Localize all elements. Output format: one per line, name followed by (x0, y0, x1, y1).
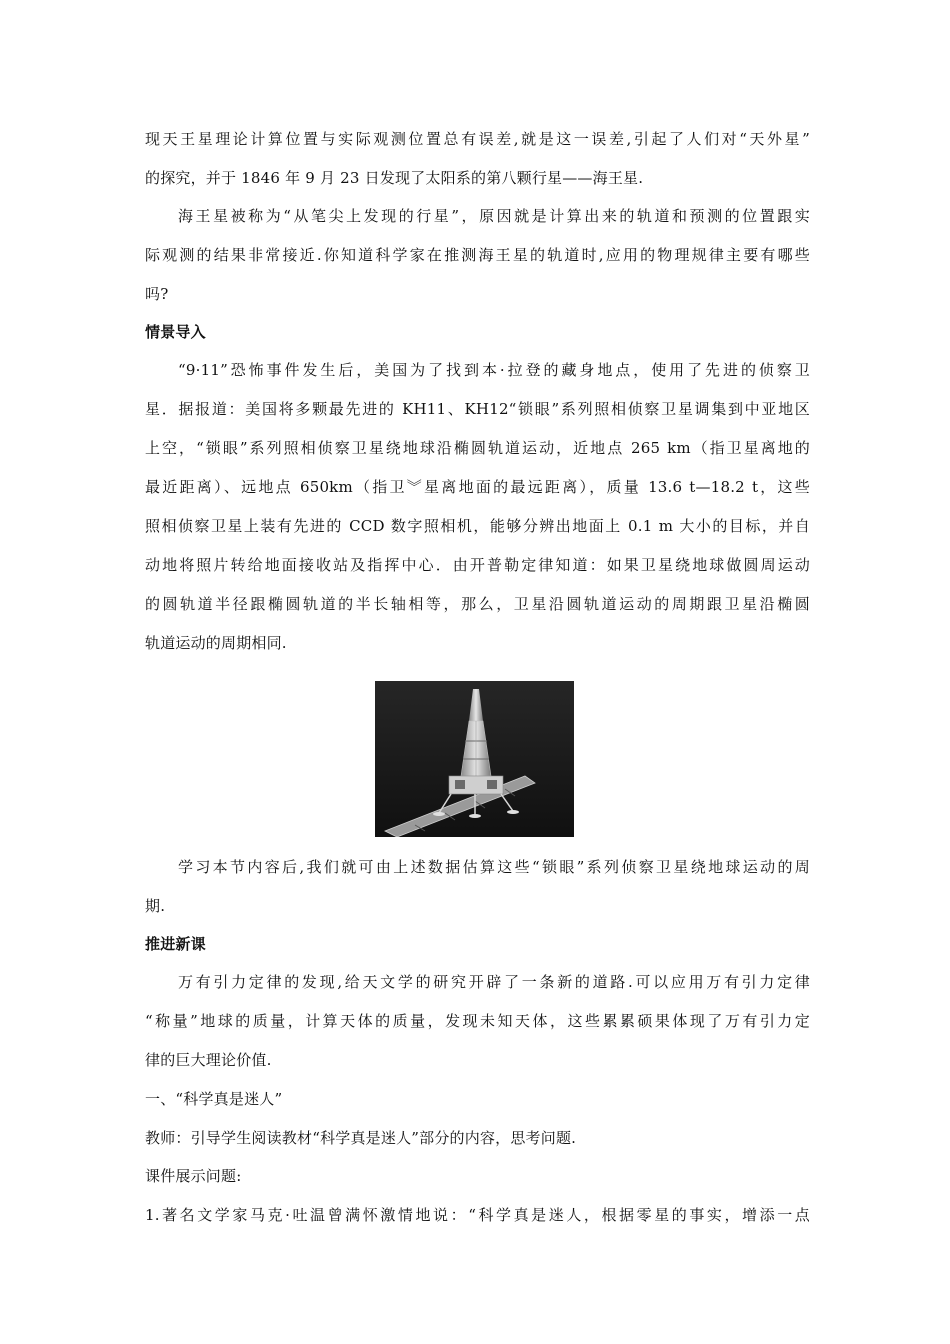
paragraph-line: 律的巨大理论价值. (145, 1051, 272, 1069)
section-heading-new-lesson: 推进新课 (145, 935, 206, 953)
paragraph-line: 上空，“锁眼”系列照相侦察卫星绕地球沿椭圆轨道运动，近地点 265 km（指卫星离地的 (145, 439, 810, 457)
paragraph-line: 吗? (145, 285, 169, 303)
satellite-photo (375, 681, 574, 837)
paragraph-line: 最近距离）、远地点 650km（指卫︾星离地面的最远距离），质量 13.6 t—18.2 t，这些 (145, 478, 810, 496)
paragraph-line: 照相侦察卫星上装有先进的 CCD 数字照相机，能够分辨出地面上 0.1 m 大小的目标，并自 (145, 517, 810, 535)
satellite-illustration (375, 681, 574, 837)
paragraph-line: “9·11”恐怖事件发生后，美国为了找到本·拉登的藏身地点，使用了先进的侦察卫 (178, 361, 810, 379)
paragraph-line: 学习本节内容后,我们就可由上述数据估算这些“锁眼”系列侦察卫星绕地球运动的周 (178, 858, 810, 876)
section-heading-scene-intro: 情景导入 (145, 323, 206, 341)
paragraph-line: 课件展示问题: (145, 1167, 242, 1185)
paragraph-line: “称量”地球的质量，计算天体的质量，发现未知天体，这些累累硕果体现了万有引力定 (145, 1012, 810, 1030)
paragraph-line: 期. (145, 897, 166, 915)
paragraph-line: 现天王星理论计算位置与实际观测位置总有误差,就是这一误差,引起了人们对“天外星” (145, 130, 810, 148)
paragraph-line: 动地将照片转给地面接收站及指挥中心．由开普勒定律知道：如果卫星绕地球做圆周运动 (145, 556, 810, 574)
paragraph-line: 际观测的结果非常接近.你知道科学家在推测海王星的轨道时,应用的物理规律主要有哪些 (145, 246, 810, 264)
paragraph-line: 教师：引导学生阅读教材“科学真是迷人”部分的内容，思考问题. (145, 1129, 577, 1147)
paragraph-line: 星．据报道：美国将多颗最先进的 KH11、KH12“锁眼”系列照相侦察卫星调集到中亚地区 (145, 400, 810, 418)
paragraph-line: 的探究，并于 1846 年 9 月 23 日发现了太阳系的第八颗行星——海王星. (145, 169, 644, 187)
paragraph-line: 海王星被称为“从笔尖上发现的行星”，原因就是计算出来的轨道和预测的位置跟实 (178, 207, 810, 225)
paragraph-line: 万有引力定律的发现,给天文学的研究开辟了一条新的道路.可以应用万有引力定律 (178, 973, 810, 991)
subsection-title: 一、“科学真是迷人” (145, 1090, 283, 1108)
paragraph-line: 轨道运动的周期相同. (145, 634, 287, 652)
paragraph-line: 的圆轨道半径跟椭圆轨道的半长轴相等，那么，卫星沿圆轨道运动的周期跟卫星沿椭圆 (145, 595, 810, 613)
paragraph-line: 1.著名文学家马克·吐温曾满怀激情地说：“科学真是迷人，根据零星的事实，增添一点 (145, 1206, 810, 1224)
